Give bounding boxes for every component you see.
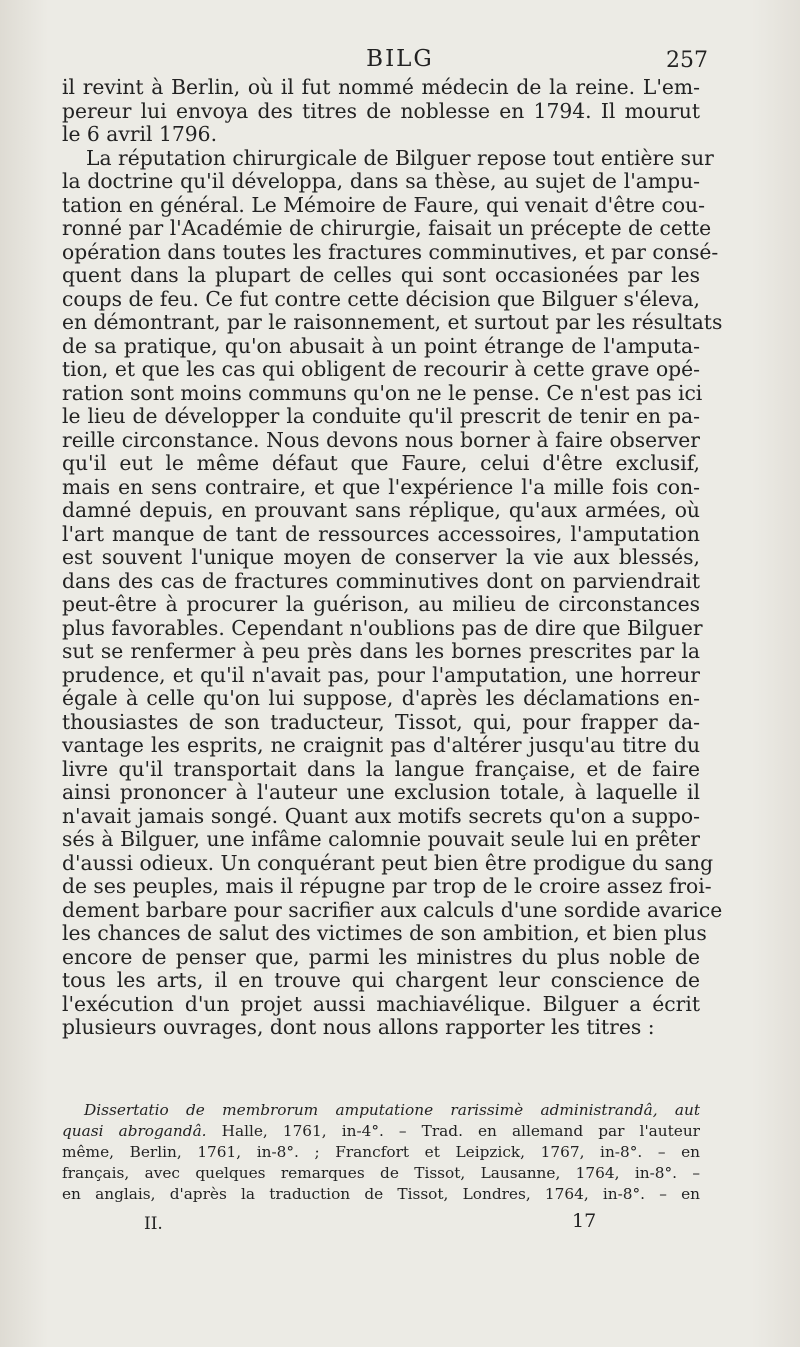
text-line: tation en général. Le Mémoire de Faure, qui venait d'être cou- — [62, 192, 705, 217]
text-line: pereur lui envoya des titres de noblesse en 1794. Il mourut — [62, 98, 700, 123]
bibliography — [62, 1100, 700, 1205]
bib-line — [62, 1121, 700, 1142]
text-line: vantage les esprits, ne craignit pas d'altérer jusqu'au titre du — [62, 733, 700, 757]
volume-signature: II. — [144, 1214, 163, 1234]
sheet-signature: 17 — [572, 1210, 597, 1232]
text-line: l'exécution d'un projet aussi machiavélique. Bilguer a écrit — [62, 991, 700, 1016]
running-head: BILG — [366, 46, 434, 72]
text-line: coups de feu. Ce fut contre cette décision que Bilguer s'éleva, — [62, 286, 701, 311]
text-line: de sa pratique, qu'on abusait à un point étrange de l'amputa- — [62, 333, 700, 358]
text-line: qu'il eut le même défaut que Faure, celui d'être exclusif, — [62, 451, 700, 475]
text-line: La réputation chirurgicale de Bilguer repose tout entière sur — [86, 145, 714, 170]
text-line: plusieurs ouvrages, dont nous allons rapporter les titres : — [62, 1015, 655, 1039]
page-footer — [0, 1210, 800, 1244]
text-line: dement barbare pour sacrifier aux calculs d'une sordide avarice — [62, 897, 723, 922]
text-line: en démontrant, par le raisonnement, et surtout par les résultats — [62, 310, 723, 334]
text-line: ainsi prononcer à l'auteur une exclusion totale, à laquelle il — [62, 780, 700, 804]
text-line: peut-être à procurer la guérison, au milieu de circonstances — [62, 592, 700, 616]
bib-title-line: Dissertatio de membrorum amputatione rarissimè administrandâ, aut — [84, 1101, 700, 1119]
text-line: l'art manque de tant de ressources accessoires, l'amputation — [62, 521, 700, 546]
text-line: sés à Bilguer, une infâme calomnie pouvait seule lui en prêter — [62, 827, 700, 851]
text-line: les chances de salut des victimes de son ambition, et bien plus — [62, 921, 707, 945]
body-text — [62, 75, 723, 1040]
text-line: égale à celle qu'on lui suppose, d'après les déclamations en- — [62, 686, 700, 710]
text-line: reille circonstance. Nous devons nous borner à faire observer — [62, 427, 700, 452]
text-line: plus favorables. Cependant n'oublions pas de dire que Bilguer — [62, 615, 703, 640]
text-line: encore de penser que, parmi les ministres du plus noble de — [62, 944, 700, 969]
text-line: tous les arts, il en trouve qui chargent leur conscience de — [62, 968, 700, 992]
text-line: damné depuis, en prouvant sans réplique, qu'aux armées, où — [62, 498, 700, 522]
bib-line: même, Berlin, 1761, in-8°. ; Francfort et Leipzick, 1767, in-8°. – en — [62, 1143, 700, 1161]
text-line: ronné par l'Académie de chirurgie, faisait un précepte de cette — [62, 216, 712, 240]
text-line: est souvent l'unique moyen de conserver la vie aux blessés, — [62, 545, 700, 569]
bib-line: en anglais, d'après la traduction de Tissot, Londres, 1764, in-8°. – en — [62, 1185, 700, 1203]
text-line: mais en sens contraire, et que l'expérience l'a mille fois con- — [62, 474, 700, 499]
text-line: la doctrine qu'il développa, dans sa thèse, au sujet de l'ampu- — [62, 169, 700, 193]
text-line: de ses peuples, mais il répugne par trop de le croire assez froi- — [62, 874, 712, 898]
page-number: 257 — [666, 48, 708, 73]
text-line: dans des cas de fractures comminutives dont on parviendrait — [62, 568, 700, 593]
bib-line-rest: Halle, 1761, in-4°. – Trad. en allemand par l'auteur — [206, 1122, 700, 1140]
text-line: thousiastes de son traducteur, Tissot, qui, pour frapper da- — [62, 709, 700, 734]
text-line: tion, et que les cas qui obligent de recourir à cette grave opé- — [62, 357, 700, 381]
text-line: ration sont moins communs qu'on ne le pense. Ce n'est pas ici — [62, 380, 703, 405]
text-line: n'avait jamais songé. Quant aux motifs secrets qu'on a suppo- — [62, 803, 700, 828]
text-line: sut se renfermer à peu près dans les bornes prescrites par la — [62, 639, 700, 663]
text-line: d'aussi odieux. Un conquérant peut bien être prodigue du sang — [62, 850, 714, 875]
text-line: livre qu'il transportait dans la langue française, et de faire — [62, 756, 700, 781]
page-header — [0, 46, 800, 76]
text-line: le lieu de développer la conduite qu'il prescrit de tenir en pa- — [62, 404, 700, 428]
bib-line: français, avec quelques remarques de Tissot, Lausanne, 1764, in-8°. – — [62, 1164, 700, 1182]
text-line: prudence, et qu'il n'avait pas, pour l'amputation, une horreur — [62, 662, 700, 687]
text-line: il revint à Berlin, où il fut nommé médecin de la reine. L'em- — [62, 75, 700, 99]
text-line: opération dans toutes les fractures comminutives, et par consé- — [62, 239, 719, 264]
text-line: quent dans la plupart de celles qui sont occasionées par les — [62, 263, 700, 287]
bib-title-end: quasi abrogandâ. — [62, 1122, 207, 1140]
text-line: le 6 avril 1796. — [62, 122, 218, 146]
